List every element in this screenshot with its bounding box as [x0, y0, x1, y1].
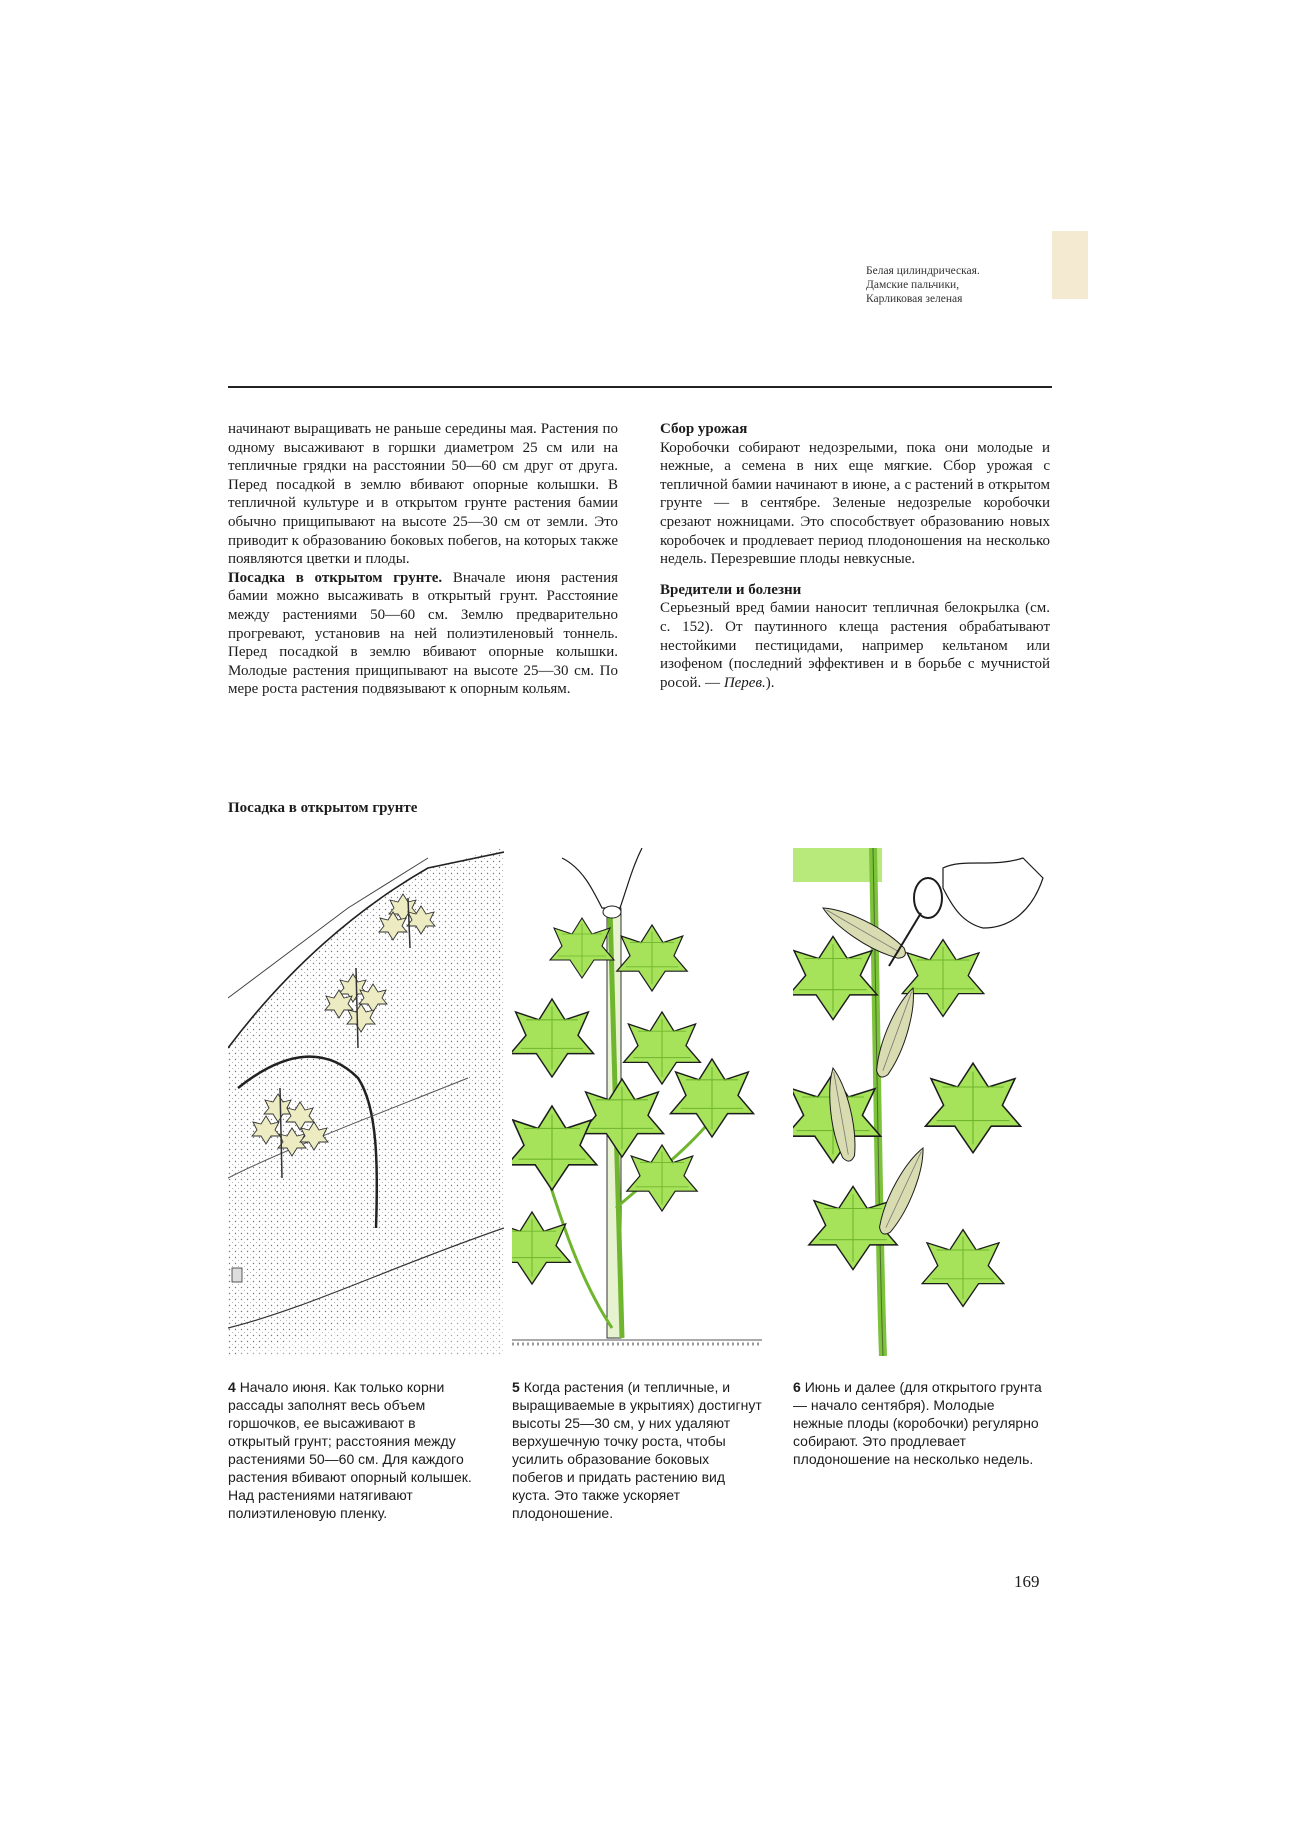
pests-text: Серьезный вред бамии наносит тепличная белокрылка (см. с. 152). От паутинного клеща растения обрабатывают нестойкими пестицидами, например кельтаном или изофеном (последний эффективен и в борьбе с мучнистой росой. —	[660, 600, 1050, 691]
variety-2: Дамские пальчики,	[866, 279, 960, 291]
caption-6-number: 6	[793, 1379, 801, 1395]
caption-4-text: Начало июня. Как только корни рассады заполнят весь объем горшочков, ее высаживают в открытый грунт; расстояния между растениями 50—60 см. Для каждого растения вбивают опорный колышек. Над растениями натягивают полиэтиленовую пленку.	[228, 1379, 472, 1521]
illustration-harvest	[793, 848, 1053, 1356]
variety-3: Карликовая зеленая	[866, 293, 963, 305]
caption-5-text: Когда растения (и тепличные, и выращиваемые в укрытиях) достигнут высоты 25—30 см, у них удаляют верхушечную точку роста, чтобы усилить образование боковых побегов и придать растению вид куста. Это также ускоряет плодоношение.	[512, 1379, 762, 1521]
variety-1: Белая цилиндрическая.	[866, 265, 980, 277]
figures-title: Посадка в открытом грунте	[228, 800, 418, 816]
open-ground-text: Вначале июня растения бамии можно высаживать в открытый грунт. Расстояние между растениями 50—60 см. Землю предварительно прогревают, установив на ней полиэтиленовый тоннель. Перед посадкой в землю вбивают опорные колышки. Молодые растения прищипывают на высоте 25—30 см. По мере роста растения подвязывают к опорным кольям.	[228, 569, 618, 698]
caption-figure-4	[228, 1378, 478, 1522]
illustration-tunnel	[228, 848, 504, 1356]
caption-6-text: Июнь и далее (для открытого грунта — начало сентября). Молодые нежные плоды (коробочки) регулярно собирают. Это продлевает плодоношение на несколько недель.	[793, 1379, 1042, 1467]
harvest-drawing	[793, 848, 1053, 1356]
text-column-right	[660, 420, 1050, 692]
text-column-left	[228, 420, 618, 699]
header-rule	[228, 386, 1052, 388]
varieties-list	[866, 264, 1066, 306]
caption-4-number: 4	[228, 1379, 236, 1395]
caption-5-number: 5	[512, 1379, 520, 1395]
pests-paragraph	[660, 599, 1050, 692]
open-ground-heading: Посадка в открытом грунте.	[228, 569, 443, 586]
harvest-text: Коробочки собирают недозрелыми, пока они молодые и нежные, а семена в них еще мягкие. Сбор урожая с тепличной бамии начинают в июне, а с растений в открытом грунте — в сентябре. Зеленые недозрелые коробочки срезают ножницами. Это способствует образованию новых коробочек и продлевает период плодоношения на несколько недель. Перезревшие плоды невкусные.	[660, 439, 1050, 568]
page-number: 169	[1014, 1572, 1040, 1591]
paragraph-open-ground	[228, 569, 618, 699]
pests-end: ).	[765, 674, 775, 691]
paragraph-growing: начинают выращивать не раньше середины мая. Растения по одному высаживают в горшки диаметром 25 см или на тепличные грядки на расстоянии 50—60 см друг от друга. Перед посадкой в землю вбивают опорные колышки. В тепличной культуре и в открытом грунте растения бамии обычно прищипывают на высоте 25—30 см от земли. Это приводит к образованию боковых побегов, на которых также появляются цветки и плоды.	[228, 421, 618, 568]
pinching-drawing	[512, 848, 762, 1356]
caption-figure-6	[793, 1378, 1043, 1468]
pests-heading: Вредители и болезни	[660, 581, 802, 598]
translator-note: Перев.	[723, 674, 766, 691]
caption-figure-5	[512, 1378, 762, 1522]
illustration-pinching	[512, 848, 762, 1356]
tunnel-drawing	[228, 848, 504, 1356]
harvest-heading: Сбор урожая	[660, 421, 748, 437]
